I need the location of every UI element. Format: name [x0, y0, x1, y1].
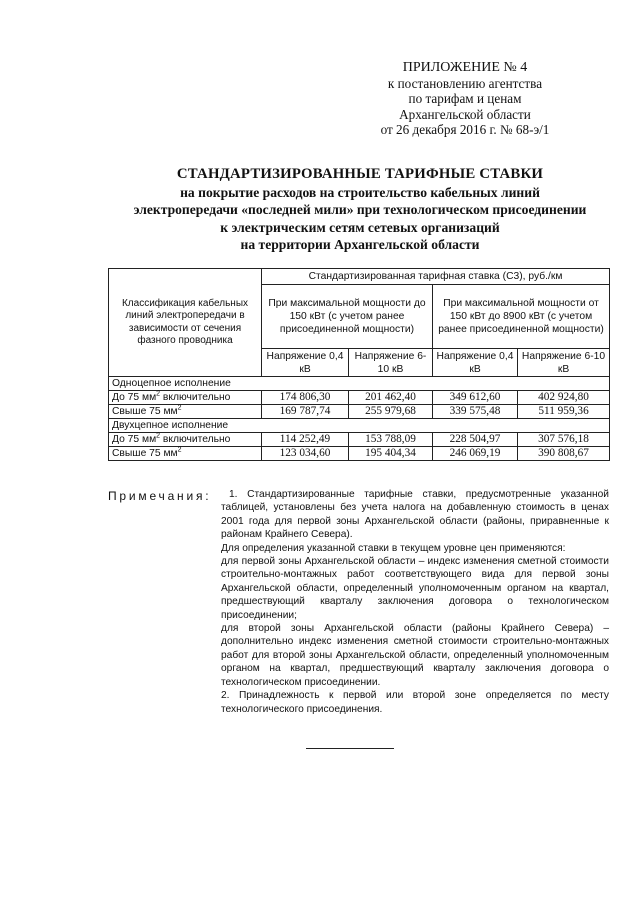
title-line: к электрическим сетям сетевых организаций: [220, 219, 500, 235]
appendix-line: Архангельской области: [399, 106, 531, 122]
rate-cell: 228 504,97: [433, 433, 518, 447]
table-row: [109, 405, 610, 419]
appendix-heading: ПРИЛОЖЕНИЕ № 4: [402, 60, 528, 75]
note-paragraph: 2. Принадлежность к первой или второй зоне определяется по месту технологического присоединения.: [221, 690, 609, 715]
appendix-date-line: от 26 декабря 2016 г. № 68-э/1: [380, 122, 550, 138]
rate-cell: 174 806,30: [262, 391, 349, 405]
appendix-line: к постановлению агентства: [387, 75, 543, 91]
table-row: [109, 391, 610, 405]
voltage-header: Напряжение 0,4 кВ: [262, 349, 349, 377]
title-line: электропередачи «последней мили» при технологическом присоединении: [133, 202, 587, 217]
closing-rule: [306, 748, 394, 749]
rate-cell: 339 575,48: [433, 405, 518, 419]
rate-cell: 402 924,80: [518, 391, 610, 405]
note-paragraph: Для определения указанной ставки в текущем уровне цен применяются:: [221, 542, 566, 554]
notes-body: [221, 488, 609, 716]
rate-cell: 390 808,67: [518, 447, 610, 461]
rate-cell: 153 788,09: [349, 433, 433, 447]
row-label: Свыше 75 $мм^2$: [109, 447, 262, 461]
rate-cell: 169 787,74: [262, 405, 349, 419]
voltage-header: Напряжение 6-10 кВ: [518, 349, 610, 377]
table-row: [109, 433, 610, 447]
rate-cell: 307 576,18: [518, 433, 610, 447]
row-label: До 75 $мм^2$ включительно: [109, 391, 262, 405]
rate-cell: 255 979,68: [349, 405, 433, 419]
group-label: Двухцепное исполнение: [109, 419, 610, 433]
rate-cell: 246 069,19: [433, 447, 518, 461]
note-paragraph: для первой зоны Архангельской области – индекс изменения сметной стоимости строительно-монтажных работ соответствующего вида для первой зоны Архангельской области, определенный уполномоченным органом на квартал, предшествующий кварталу заключения договора о технологическом присоединении;: [221, 556, 609, 621]
rate-cell: 114 252,49: [262, 433, 349, 447]
title-line: на покрытие расходов на строительство кабельных линий: [180, 184, 540, 200]
notes-label: Примечания:: [108, 489, 212, 503]
group-label: Одноцепное исполнение: [109, 377, 610, 391]
rate-cell: 195 404,34: [349, 447, 433, 461]
row-label: До 75 $мм^2$ включительно: [109, 433, 262, 447]
note-paragraph: 1. Стандартизированные тарифные ставки, предусмотренные указанной таблицей, установлены без учета налога на добавленную стоимость в ценах 2001 года для первой зоны Архангельской области (районы, приравненные к районам Крайнего Севера).: [221, 489, 609, 541]
power-header-150-8900: При максимальной мощности от 150 кВт до 8900 кВт (с учетом ранее присоединенной мощности): [433, 285, 610, 349]
appendix-line: по тарифам и ценам: [408, 91, 522, 107]
voltage-header: Напряжение 6-10 кВ: [349, 349, 433, 377]
rate-header: Стандартизированная тарифная ставка (С3), руб./км: [262, 269, 610, 285]
group-row: [109, 377, 610, 391]
rate-cell: 123 034,60: [262, 447, 349, 461]
table-row: [109, 447, 610, 461]
row-label: Свыше 75 $мм^2$: [109, 405, 262, 419]
appendix-block: [330, 60, 600, 138]
title-line: на территории Архангельской области: [240, 237, 480, 252]
rate-cell: 201 462,40: [349, 391, 433, 405]
voltage-header: Напряжение 0,4 кВ: [433, 349, 518, 377]
classification-header: Классификация кабельных линий электропередачи в зависимости от сечения фазного проводника: [109, 269, 262, 377]
note-paragraph: для второй зоны Архангельской области (районы Крайнего Севера) – дополнительно индекс изменения сметной стоимости строительно-монтажных работ для второй зоны Архангельской области, определенный уполномоченным органом на квартал, предшествующий кварталу заключения договора о технологическом присоединении.: [221, 623, 609, 688]
rate-cell: 511 959,36: [518, 405, 610, 419]
tariff-rates-table: [108, 268, 610, 461]
power-header-up-to-150: При максимальной мощности до 150 кВт (с учетом ранее присоединенной мощности): [262, 285, 433, 349]
title-main: СТАНДАРТИЗИРОВАННЫЕ ТАРИФНЫЕ СТАВКИ: [176, 166, 544, 182]
group-row: [109, 419, 610, 433]
rate-cell: 349 612,60: [433, 391, 518, 405]
document-title: [60, 166, 640, 254]
